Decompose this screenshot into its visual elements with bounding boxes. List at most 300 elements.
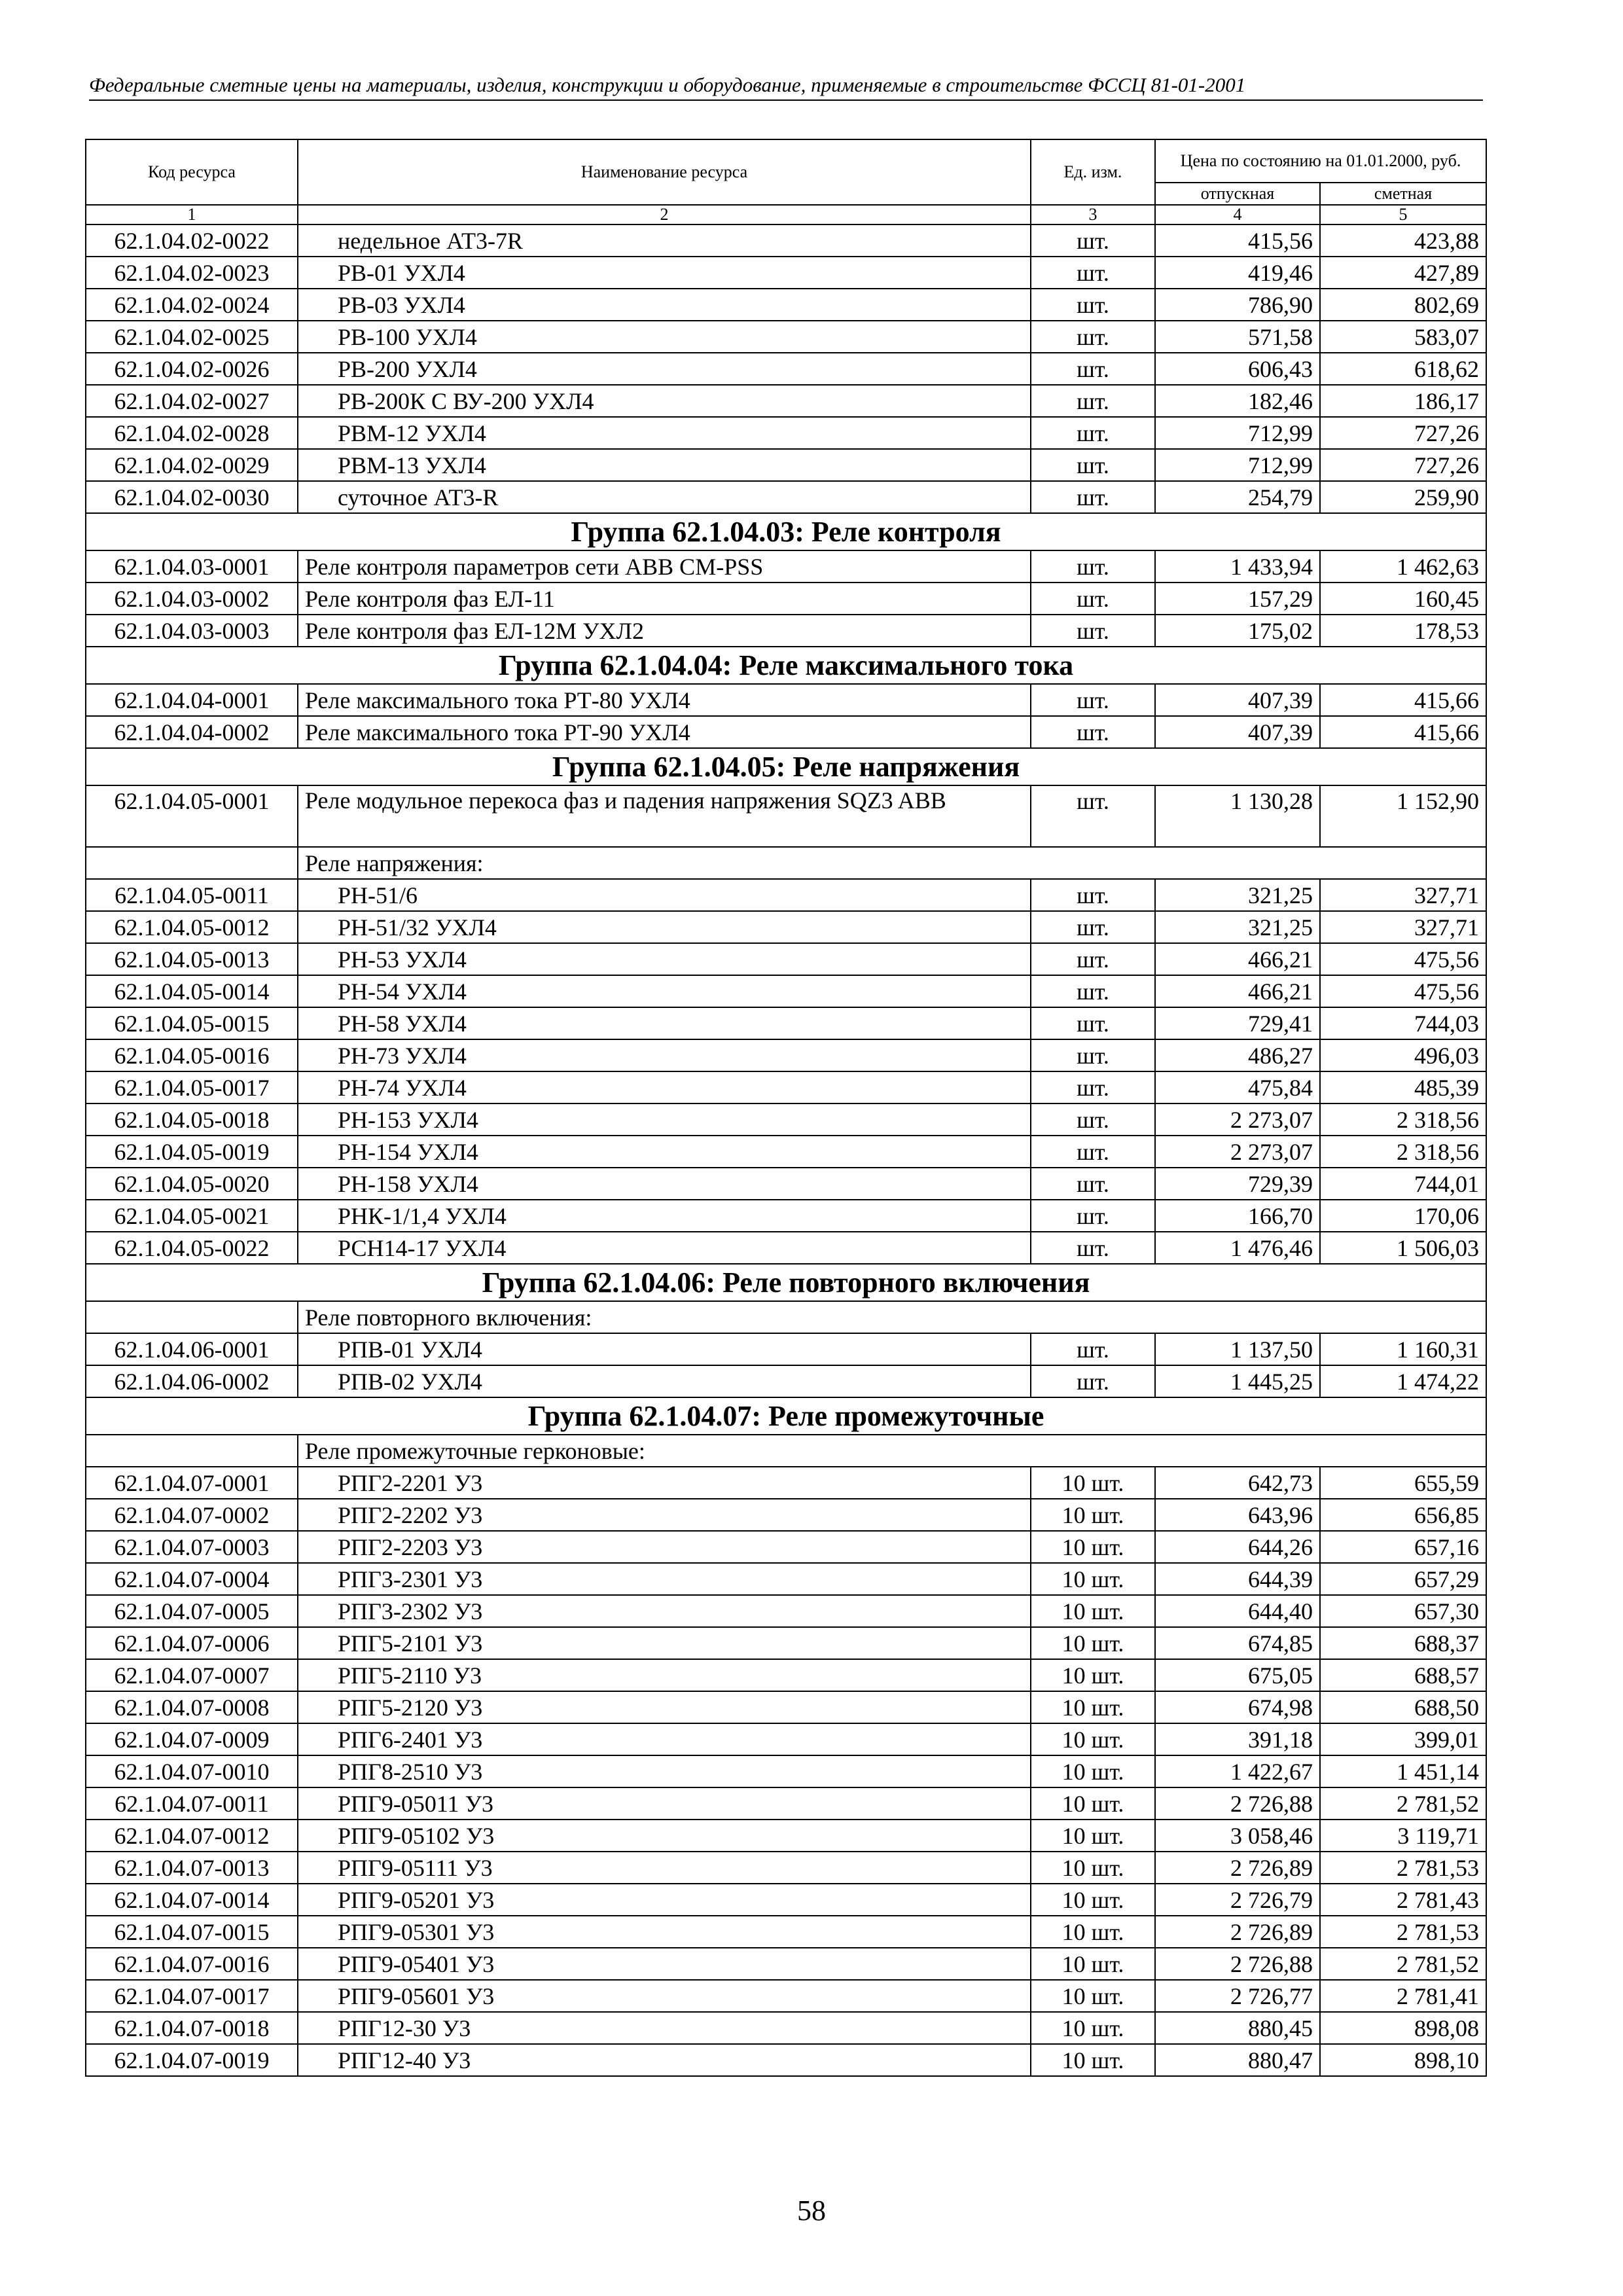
estimate-price: 170,06 xyxy=(1320,1200,1486,1232)
estimate-price: 688,57 xyxy=(1320,1659,1486,1691)
table-row xyxy=(86,1467,1486,1499)
estimate-price: 259,90 xyxy=(1320,481,1486,513)
resource-code: 62.1.04.07-0001 xyxy=(86,1467,298,1499)
unit-of-measure: шт. xyxy=(1031,583,1155,615)
resource-code: 62.1.04.06-0001 xyxy=(86,1333,298,1365)
resource-name: РВ-01 УХЛ4 xyxy=(298,257,1031,289)
release-price: 2 726,88 xyxy=(1155,1787,1320,1820)
resource-name: РПВ-02 УХЛ4 xyxy=(298,1365,1031,1397)
unit-of-measure: шт. xyxy=(1031,257,1155,289)
unit-of-measure: шт. xyxy=(1031,684,1155,716)
release-price: 1 130,28 xyxy=(1155,785,1320,847)
unit-of-measure: шт. xyxy=(1031,1039,1155,1071)
group-heading: Группа 62.1.04.07: Реле промежуточные xyxy=(86,1397,1486,1435)
estimate-price: 2 781,41 xyxy=(1320,1980,1486,2012)
table-row xyxy=(86,2012,1486,2044)
release-price: 475,84 xyxy=(1155,1071,1320,1103)
resource-code: 62.1.04.02-0027 xyxy=(86,385,298,417)
release-price: 786,90 xyxy=(1155,289,1320,321)
resource-name: РВ-03 УХЛ4 xyxy=(298,289,1031,321)
table-row xyxy=(86,943,1486,975)
table-row xyxy=(86,289,1486,321)
resource-name: РПГ5-2110 У3 xyxy=(298,1659,1031,1691)
table-row xyxy=(86,1563,1486,1595)
resource-code: 62.1.04.05-0018 xyxy=(86,1103,298,1136)
estimate-price: 327,71 xyxy=(1320,879,1486,911)
group-heading: Группа 62.1.04.06: Реле повторного включения xyxy=(86,1264,1486,1301)
table-row xyxy=(86,1531,1486,1563)
resource-name: РВ-200 УХЛ4 xyxy=(298,353,1031,385)
estimate-price: 727,26 xyxy=(1320,417,1486,449)
unit-of-measure: 10 шт. xyxy=(1031,1691,1155,1723)
estimate-price: 688,50 xyxy=(1320,1691,1486,1723)
unit-of-measure: шт. xyxy=(1031,1200,1155,1232)
resource-name: Реле контроля параметров сети ABB CM-PSS xyxy=(298,550,1031,583)
unit-of-measure: шт. xyxy=(1031,1232,1155,1264)
release-price: 606,43 xyxy=(1155,353,1320,385)
release-price: 1 476,46 xyxy=(1155,1232,1320,1264)
table-row xyxy=(86,1627,1486,1659)
unit-of-measure: шт. xyxy=(1031,353,1155,385)
resource-code: 62.1.04.05-0019 xyxy=(86,1136,298,1168)
resource-name: РПГ9-05301 У3 xyxy=(298,1916,1031,1948)
estimate-price: 427,89 xyxy=(1320,257,1486,289)
table-row xyxy=(86,1659,1486,1691)
unit-of-measure: шт. xyxy=(1031,943,1155,975)
resource-name: РПГ12-40 У3 xyxy=(298,2044,1031,2076)
release-price: 712,99 xyxy=(1155,417,1320,449)
unit-of-measure: шт. xyxy=(1031,785,1155,847)
release-price: 642,73 xyxy=(1155,1467,1320,1499)
estimate-price: 160,45 xyxy=(1320,583,1486,615)
resource-code: 62.1.04.07-0016 xyxy=(86,1948,298,1980)
table-row xyxy=(86,321,1486,353)
table-row xyxy=(86,2044,1486,2076)
table-row xyxy=(86,353,1486,385)
subheading-label: Реле промежуточные герконовые: xyxy=(298,1435,1486,1467)
group-heading-row xyxy=(86,513,1486,550)
estimate-price: 415,66 xyxy=(1320,684,1486,716)
release-price: 644,40 xyxy=(1155,1595,1320,1627)
table-row xyxy=(86,1200,1486,1232)
release-price: 407,39 xyxy=(1155,684,1320,716)
release-price: 880,47 xyxy=(1155,2044,1320,2076)
estimate-price: 618,62 xyxy=(1320,353,1486,385)
resource-name: РН-51/6 xyxy=(298,879,1031,911)
resource-name: Реле контроля фаз ЕЛ-11 xyxy=(298,583,1031,615)
resource-code: 62.1.04.07-0013 xyxy=(86,1852,298,1884)
resource-code: 62.1.04.03-0001 xyxy=(86,550,298,583)
unit-of-measure: шт. xyxy=(1031,481,1155,513)
estimate-price: 898,10 xyxy=(1320,2044,1486,2076)
unit-of-measure: шт. xyxy=(1031,1071,1155,1103)
subheading-code-cell xyxy=(86,847,298,879)
resource-code: 62.1.04.07-0014 xyxy=(86,1884,298,1916)
table-row xyxy=(86,224,1486,257)
table-row xyxy=(86,911,1486,943)
release-price: 643,96 xyxy=(1155,1499,1320,1531)
release-price: 321,25 xyxy=(1155,911,1320,943)
resource-name: РН-58 УХЛ4 xyxy=(298,1007,1031,1039)
subheading-label: Реле повторного включения: xyxy=(298,1301,1486,1333)
unit-of-measure: 10 шт. xyxy=(1031,1884,1155,1916)
unit-of-measure: шт. xyxy=(1031,879,1155,911)
estimate-price: 2 781,52 xyxy=(1320,1787,1486,1820)
table-row xyxy=(86,1103,1486,1136)
table-row xyxy=(86,1820,1486,1852)
release-price: 254,79 xyxy=(1155,481,1320,513)
table-row xyxy=(86,879,1486,911)
resource-name: РПГ9-05601 У3 xyxy=(298,1980,1031,2012)
subheading-row xyxy=(86,847,1486,879)
table-row xyxy=(86,1071,1486,1103)
release-price: 415,56 xyxy=(1155,224,1320,257)
release-price: 729,41 xyxy=(1155,1007,1320,1039)
column-header-name: Наименование ресурса xyxy=(298,139,1031,205)
resource-code: 62.1.04.07-0003 xyxy=(86,1531,298,1563)
group-heading-row xyxy=(86,1264,1486,1301)
subheading-label: Реле напряжения: xyxy=(298,847,1486,879)
resource-code: 62.1.04.05-0001 xyxy=(86,785,298,847)
unit-of-measure: шт. xyxy=(1031,1136,1155,1168)
table-row xyxy=(86,257,1486,289)
estimate-price: 2 318,56 xyxy=(1320,1103,1486,1136)
release-price: 675,05 xyxy=(1155,1659,1320,1691)
release-price: 729,39 xyxy=(1155,1168,1320,1200)
estimate-price: 656,85 xyxy=(1320,1499,1486,1531)
resource-code: 62.1.04.05-0021 xyxy=(86,1200,298,1232)
column-header-price: Цена по состоянию на 01.01.2000, руб. xyxy=(1155,139,1486,183)
resource-name: РН-54 УХЛ4 xyxy=(298,975,1031,1007)
estimate-price: 657,30 xyxy=(1320,1595,1486,1627)
release-price: 1 445,25 xyxy=(1155,1365,1320,1397)
resource-name: РН-153 УХЛ4 xyxy=(298,1103,1031,1136)
estimate-price: 485,39 xyxy=(1320,1071,1486,1103)
unit-of-measure: шт. xyxy=(1031,1007,1155,1039)
estimate-price: 1 152,90 xyxy=(1320,785,1486,847)
column-number: 3 xyxy=(1031,205,1155,224)
estimate-price: 2 781,53 xyxy=(1320,1852,1486,1884)
page-number: 58 xyxy=(797,2195,826,2227)
column-number-row xyxy=(86,205,1486,224)
resource-code: 62.1.04.07-0002 xyxy=(86,1499,298,1531)
price-table xyxy=(85,139,1487,2077)
resource-name: РПГ9-05201 У3 xyxy=(298,1884,1031,1916)
subheading-code-cell xyxy=(86,1301,298,1333)
estimate-price: 1 506,03 xyxy=(1320,1232,1486,1264)
release-price: 2 726,88 xyxy=(1155,1948,1320,1980)
estimate-price: 415,66 xyxy=(1320,716,1486,748)
table-row xyxy=(86,1755,1486,1787)
resource-name: РПВ-01 УХЛ4 xyxy=(298,1333,1031,1365)
resource-name: РПГ3-2302 У3 xyxy=(298,1595,1031,1627)
unit-of-measure: 10 шт. xyxy=(1031,1531,1155,1563)
unit-of-measure: шт. xyxy=(1031,385,1155,417)
resource-name: РПГ3-2301 У3 xyxy=(298,1563,1031,1595)
table-row xyxy=(86,1039,1486,1071)
group-heading-row xyxy=(86,647,1486,684)
release-price: 880,45 xyxy=(1155,2012,1320,2044)
resource-name: РПГ8-2510 У3 xyxy=(298,1755,1031,1787)
resource-code: 62.1.04.05-0014 xyxy=(86,975,298,1007)
unit-of-measure: 10 шт. xyxy=(1031,1627,1155,1659)
release-price: 571,58 xyxy=(1155,321,1320,353)
resource-name: РПГ9-05011 У3 xyxy=(298,1787,1031,1820)
table-row xyxy=(86,1980,1486,2012)
estimate-price: 475,56 xyxy=(1320,975,1486,1007)
table-row xyxy=(86,417,1486,449)
resource-code: 62.1.04.07-0011 xyxy=(86,1787,298,1820)
table-row xyxy=(86,1691,1486,1723)
resource-name: РПГ9-05102 У3 xyxy=(298,1820,1031,1852)
unit-of-measure: шт. xyxy=(1031,224,1155,257)
estimate-price: 423,88 xyxy=(1320,224,1486,257)
table-row xyxy=(86,583,1486,615)
estimate-price: 2 781,43 xyxy=(1320,1884,1486,1916)
table-row xyxy=(86,785,1486,847)
unit-of-measure: 10 шт. xyxy=(1031,1852,1155,1884)
release-price: 674,85 xyxy=(1155,1627,1320,1659)
column-number: 4 xyxy=(1155,205,1320,224)
release-price: 1 433,94 xyxy=(1155,550,1320,583)
resource-name: РПГ6-2401 У3 xyxy=(298,1723,1031,1755)
unit-of-measure: 10 шт. xyxy=(1031,1820,1155,1852)
column-number: 2 xyxy=(298,205,1031,224)
unit-of-measure: шт. xyxy=(1031,1168,1155,1200)
resource-code: 62.1.04.07-0012 xyxy=(86,1820,298,1852)
column-number: 5 xyxy=(1320,205,1486,224)
unit-of-measure: шт. xyxy=(1031,321,1155,353)
resource-code: 62.1.04.05-0020 xyxy=(86,1168,298,1200)
resource-code: 62.1.04.07-0008 xyxy=(86,1691,298,1723)
resource-name: РВМ-13 УХЛ4 xyxy=(298,449,1031,481)
release-price: 486,27 xyxy=(1155,1039,1320,1071)
table-row xyxy=(86,481,1486,513)
resource-code: 62.1.04.07-0007 xyxy=(86,1659,298,1691)
resource-code: 62.1.04.02-0023 xyxy=(86,257,298,289)
resource-name: РПГ2-2201 У3 xyxy=(298,1467,1031,1499)
release-price: 182,46 xyxy=(1155,385,1320,417)
resource-name: РПГ5-2120 У3 xyxy=(298,1691,1031,1723)
table-row xyxy=(86,1787,1486,1820)
release-price: 2 726,79 xyxy=(1155,1884,1320,1916)
estimate-price: 2 781,52 xyxy=(1320,1948,1486,1980)
release-price: 2 726,77 xyxy=(1155,1980,1320,2012)
unit-of-measure: 10 шт. xyxy=(1031,2044,1155,2076)
release-price: 644,39 xyxy=(1155,1563,1320,1595)
estimate-price: 802,69 xyxy=(1320,289,1486,321)
estimate-price: 657,29 xyxy=(1320,1563,1486,1595)
resource-code: 62.1.04.02-0029 xyxy=(86,449,298,481)
estimate-price: 327,71 xyxy=(1320,911,1486,943)
release-price: 2 726,89 xyxy=(1155,1852,1320,1884)
resource-name: недельное АТ3-7R xyxy=(298,224,1031,257)
resource-code: 62.1.04.05-0015 xyxy=(86,1007,298,1039)
resource-code: 62.1.04.07-0019 xyxy=(86,2044,298,2076)
table-row xyxy=(86,1852,1486,1884)
resource-code: 62.1.04.05-0011 xyxy=(86,879,298,911)
table-row xyxy=(86,1333,1486,1365)
estimate-price: 583,07 xyxy=(1320,321,1486,353)
group-heading: Группа 62.1.04.04: Реле максимального тока xyxy=(86,647,1486,684)
estimate-price: 744,01 xyxy=(1320,1168,1486,1200)
release-price: 644,26 xyxy=(1155,1531,1320,1563)
estimate-price: 898,08 xyxy=(1320,2012,1486,2044)
unit-of-measure: шт. xyxy=(1031,449,1155,481)
group-heading-row xyxy=(86,1397,1486,1435)
release-price: 175,02 xyxy=(1155,615,1320,647)
table-row xyxy=(86,1136,1486,1168)
resource-name: РН-53 УХЛ4 xyxy=(298,943,1031,975)
resource-code: 62.1.04.02-0026 xyxy=(86,353,298,385)
release-price: 712,99 xyxy=(1155,449,1320,481)
resource-name: РН-51/32 УХЛ4 xyxy=(298,911,1031,943)
subheading-row xyxy=(86,1435,1486,1467)
release-price: 3 058,46 xyxy=(1155,1820,1320,1852)
unit-of-measure: 10 шт. xyxy=(1031,1916,1155,1948)
resource-code: 62.1.04.03-0002 xyxy=(86,583,298,615)
unit-of-measure: шт. xyxy=(1031,975,1155,1007)
subheading-code-cell xyxy=(86,1435,298,1467)
release-price: 2 726,89 xyxy=(1155,1916,1320,1948)
unit-of-measure: 10 шт. xyxy=(1031,1659,1155,1691)
estimate-price: 186,17 xyxy=(1320,385,1486,417)
column-header-unit: Ед. изм. xyxy=(1031,139,1155,205)
resource-name: Реле максимального тока РТ-80 УХЛ4 xyxy=(298,684,1031,716)
table-row xyxy=(86,975,1486,1007)
release-price: 674,98 xyxy=(1155,1691,1320,1723)
release-price: 466,21 xyxy=(1155,975,1320,1007)
table-row xyxy=(86,1916,1486,1948)
unit-of-measure: 10 шт. xyxy=(1031,2012,1155,2044)
resource-name: Реле максимального тока РТ-90 УХЛ4 xyxy=(298,716,1031,748)
unit-of-measure: 10 шт. xyxy=(1031,1787,1155,1820)
resource-code: 62.1.04.02-0024 xyxy=(86,289,298,321)
resource-name: РВ-100 УХЛ4 xyxy=(298,321,1031,353)
table-row xyxy=(86,1232,1486,1264)
resource-code: 62.1.04.03-0003 xyxy=(86,615,298,647)
resource-name: РВ-200К С ВУ-200 УХЛ4 xyxy=(298,385,1031,417)
release-price: 2 273,07 xyxy=(1155,1103,1320,1136)
resource-code: 62.1.04.04-0001 xyxy=(86,684,298,716)
release-price: 321,25 xyxy=(1155,879,1320,911)
resource-code: 62.1.04.07-0009 xyxy=(86,1723,298,1755)
table-row xyxy=(86,1884,1486,1916)
table-row xyxy=(86,449,1486,481)
estimate-price: 178,53 xyxy=(1320,615,1486,647)
resource-code: 62.1.04.06-0002 xyxy=(86,1365,298,1397)
table-row xyxy=(86,615,1486,647)
table-row xyxy=(86,1007,1486,1039)
resource-name: РН-74 УХЛ4 xyxy=(298,1071,1031,1103)
group-heading-row xyxy=(86,748,1486,785)
column-header-release: отпускная xyxy=(1155,183,1320,205)
unit-of-measure: шт. xyxy=(1031,1333,1155,1365)
resource-code: 62.1.04.07-0010 xyxy=(86,1755,298,1787)
resource-name: РПГ2-2203 У3 xyxy=(298,1531,1031,1563)
subheading-row xyxy=(86,1301,1486,1333)
table-body xyxy=(86,224,1486,2076)
unit-of-measure: 10 шт. xyxy=(1031,1499,1155,1531)
release-price: 391,18 xyxy=(1155,1723,1320,1755)
estimate-price: 1 462,63 xyxy=(1320,550,1486,583)
estimate-price: 688,37 xyxy=(1320,1627,1486,1659)
estimate-price: 399,01 xyxy=(1320,1723,1486,1755)
unit-of-measure: 10 шт. xyxy=(1031,1467,1155,1499)
table-row xyxy=(86,550,1486,583)
release-price: 466,21 xyxy=(1155,943,1320,975)
resource-name: Реле контроля фаз ЕЛ-12М УХЛ2 xyxy=(298,615,1031,647)
table-row xyxy=(86,1948,1486,1980)
unit-of-measure: 10 шт. xyxy=(1031,1595,1155,1627)
resource-code: 62.1.04.05-0016 xyxy=(86,1039,298,1071)
resource-code: 62.1.04.07-0005 xyxy=(86,1595,298,1627)
release-price: 1 422,67 xyxy=(1155,1755,1320,1787)
release-price: 419,46 xyxy=(1155,257,1320,289)
resource-name: суточное АТ3-R xyxy=(298,481,1031,513)
column-header-code: Код ресурса xyxy=(86,139,298,205)
resource-code: 62.1.04.07-0015 xyxy=(86,1916,298,1948)
estimate-price: 655,59 xyxy=(1320,1467,1486,1499)
resource-code: 62.1.04.05-0012 xyxy=(86,911,298,943)
resource-code: 62.1.04.05-0013 xyxy=(86,943,298,975)
column-number: 1 xyxy=(86,205,298,224)
table-row xyxy=(86,1499,1486,1531)
unit-of-measure: 10 шт. xyxy=(1031,1948,1155,1980)
release-price: 157,29 xyxy=(1155,583,1320,615)
resource-code: 62.1.04.07-0004 xyxy=(86,1563,298,1595)
table-row xyxy=(86,1365,1486,1397)
resource-name: РСН14-17 УХЛ4 xyxy=(298,1232,1031,1264)
unit-of-measure: 10 шт. xyxy=(1031,1723,1155,1755)
table-row xyxy=(86,1723,1486,1755)
resource-name: РН-158 УХЛ4 xyxy=(298,1168,1031,1200)
unit-of-measure: шт. xyxy=(1031,1103,1155,1136)
unit-of-measure: шт. xyxy=(1031,417,1155,449)
resource-name: РПГ2-2202 У3 xyxy=(298,1499,1031,1531)
estimate-price: 1 160,31 xyxy=(1320,1333,1486,1365)
resource-code: 62.1.04.02-0028 xyxy=(86,417,298,449)
unit-of-measure: шт. xyxy=(1031,615,1155,647)
unit-of-measure: 10 шт. xyxy=(1031,1755,1155,1787)
group-heading: Группа 62.1.04.03: Реле контроля xyxy=(86,513,1486,550)
resource-code: 62.1.04.02-0022 xyxy=(86,224,298,257)
unit-of-measure: шт. xyxy=(1031,911,1155,943)
estimate-price: 3 119,71 xyxy=(1320,1820,1486,1852)
table-row xyxy=(86,385,1486,417)
unit-of-measure: 10 шт. xyxy=(1031,1980,1155,2012)
estimate-price: 727,26 xyxy=(1320,449,1486,481)
estimate-price: 2 318,56 xyxy=(1320,1136,1486,1168)
estimate-price: 475,56 xyxy=(1320,943,1486,975)
running-header: Федеральные сметные цены на материалы, изделия, конструкции и оборудование, применяемые в строительстве ФССЦ 81-01-2001 xyxy=(89,71,1483,101)
table-row xyxy=(86,716,1486,748)
resource-name: РН-154 УХЛ4 xyxy=(298,1136,1031,1168)
resource-code: 62.1.04.05-0022 xyxy=(86,1232,298,1264)
resource-code: 62.1.04.02-0030 xyxy=(86,481,298,513)
estimate-price: 1 474,22 xyxy=(1320,1365,1486,1397)
unit-of-measure: шт. xyxy=(1031,289,1155,321)
release-price: 407,39 xyxy=(1155,716,1320,748)
resource-name: РПГ9-05111 У3 xyxy=(298,1852,1031,1884)
resource-code: 62.1.04.07-0017 xyxy=(86,1980,298,2012)
resource-code: 62.1.04.02-0025 xyxy=(86,321,298,353)
resource-code: 62.1.04.05-0017 xyxy=(86,1071,298,1103)
resource-name: РПГ9-05401 У3 xyxy=(298,1948,1031,1980)
estimate-price: 657,16 xyxy=(1320,1531,1486,1563)
unit-of-measure: шт. xyxy=(1031,1365,1155,1397)
unit-of-measure: шт. xyxy=(1031,716,1155,748)
